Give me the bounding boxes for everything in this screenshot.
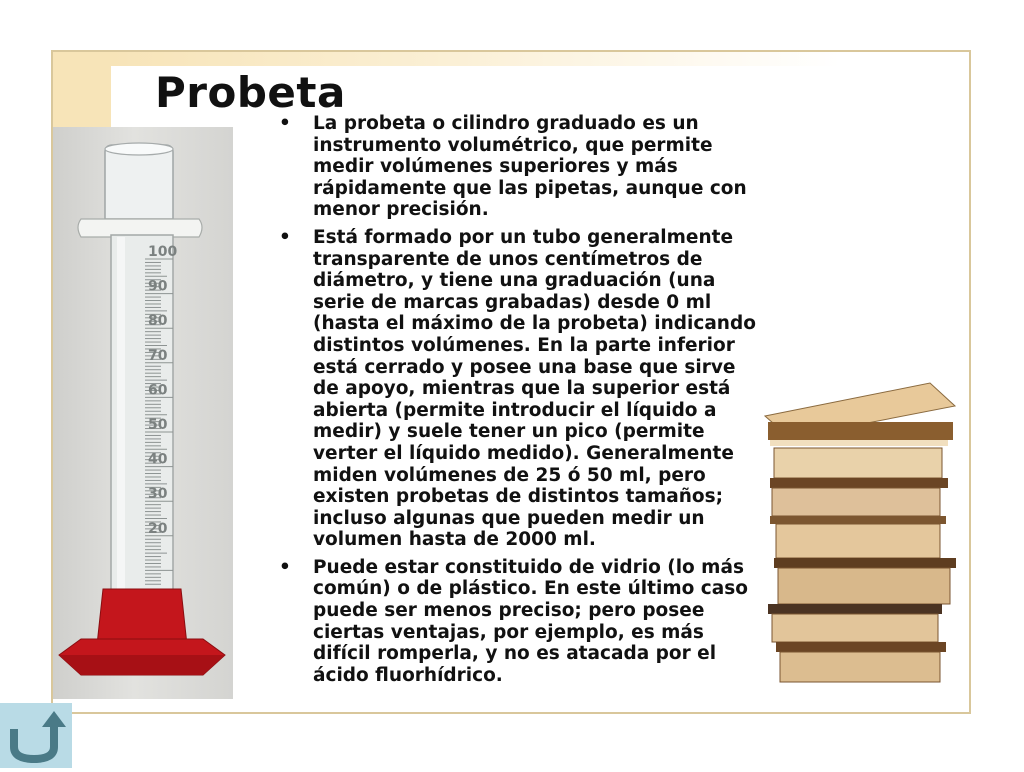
scale-label: 100 (148, 244, 178, 260)
book-stack-icon (760, 378, 970, 690)
list-item (276, 113, 756, 221)
scale-label: 60 (148, 382, 168, 399)
top-band (111, 52, 969, 66)
scale-label: 40 (148, 451, 168, 468)
bullet-text: Está formado por un tubo generalmente transparente de unos centímetros de diámetro, y tiene una graduación (una serie de marcas grabadas) desde 0 ml (hasta el máximo de la probeta) indicando distintos volúmenes. En la parte inferior está cerrado y posee una base que sirve de apoyo, mientras que la superior está abierta (permite introducir el líquido a medir) y suele tener un pico (permite verter el líquido medido). Generalmente miden volúmenes de 25 ó 50 ml, pero existen probetas de distintos tamaños; incluso algunas que pueden medir un volumen hasta de 2000 ml. (313, 226, 756, 551)
graduated-cylinder-image (53, 127, 233, 699)
scale-label: 20 (148, 520, 168, 537)
scale-label: 50 (148, 417, 168, 433)
scale-label: 80 (148, 313, 168, 330)
scale-label: 30 (148, 486, 168, 503)
bullet-text: La probeta o cilindro graduado es un instrumento volumétrico, que permite medir volúmenes superiores y más rápidamente que las pipetas, aunque con menor precisión. (313, 113, 747, 221)
scale-label: 70 (148, 347, 168, 364)
return-button[interactable] (0, 703, 72, 768)
corner-band (53, 52, 111, 128)
graduated-cylinder-icon (53, 127, 233, 699)
list-item (276, 227, 756, 551)
list-item (276, 557, 756, 687)
return-arrow-icon (0, 703, 72, 768)
bullet-text: Puede estar constituido de vidrio (lo más común) o de plástico. En este último caso puede ser menos preciso; pero posee ciertas ventajas, por ejemplo, es más difícil romperla, y no es atacada por el ácido fluorhídrico. (313, 556, 748, 686)
bullet-list (276, 113, 756, 686)
books-image (760, 378, 970, 690)
bullet-icon: • (279, 226, 291, 248)
slide-title: Probeta (155, 68, 346, 117)
slide-body (276, 113, 756, 692)
bullet-icon: • (279, 113, 291, 134)
scale-label: 90 (148, 278, 168, 295)
bullet-icon: • (279, 556, 291, 578)
